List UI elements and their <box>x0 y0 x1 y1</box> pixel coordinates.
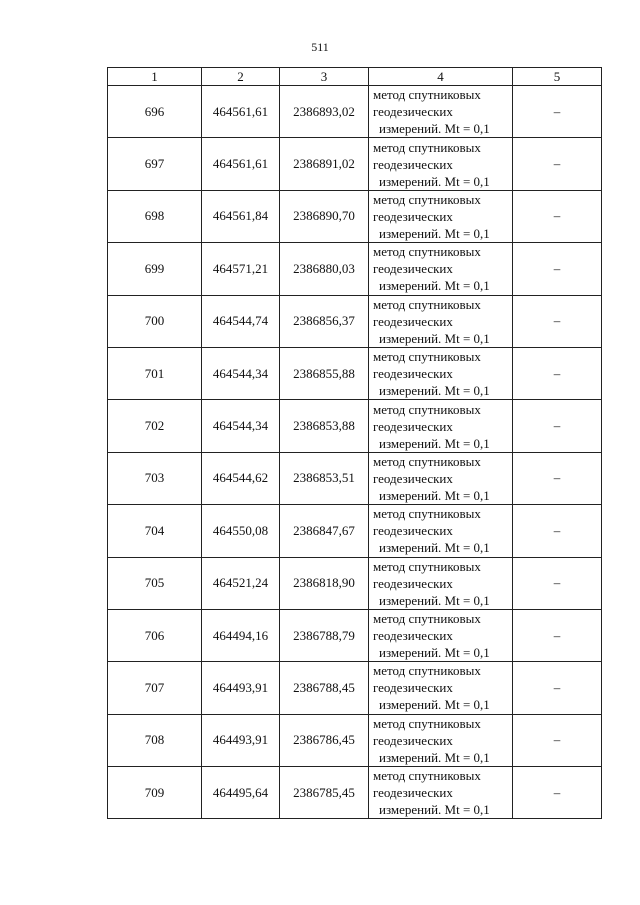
point-number: 704 <box>108 505 202 557</box>
note-cell: – <box>513 243 602 295</box>
note-cell: – <box>513 347 602 399</box>
coordinate-x: 464494,16 <box>202 609 280 661</box>
method-cell <box>369 347 513 399</box>
method-cell <box>369 662 513 714</box>
coordinate-x: 464561,84 <box>202 190 280 242</box>
method-line-1: метод спутниковых <box>373 244 481 260</box>
table-row <box>108 452 602 504</box>
method-line-1: метод спутниковых <box>373 506 481 522</box>
method-line-2: геодезических <box>373 156 453 172</box>
coordinate-y: 2386785,45 <box>280 767 369 819</box>
table-row <box>108 505 602 557</box>
page-number: 511 <box>311 40 329 54</box>
method-line-2: геодезических <box>373 732 453 748</box>
coordinate-y: 2386893,02 <box>280 86 369 138</box>
point-number: 697 <box>108 138 202 190</box>
table-row <box>108 243 602 295</box>
method-line-1: метод спутниковых <box>373 558 481 574</box>
method-line-1: метод спутниковых <box>373 611 481 627</box>
method-cell <box>369 767 513 819</box>
table-row <box>108 662 602 714</box>
method-line-2: геодезических <box>373 785 453 801</box>
coordinate-y: 2386853,51 <box>280 452 369 504</box>
method-line-3: измерений. Mt = 0,1 <box>379 435 490 451</box>
point-number: 703 <box>108 452 202 504</box>
column-header-4: 4 <box>369 68 513 86</box>
method-line-1: метод спутниковых <box>373 139 481 155</box>
method-line-3: измерений. Mt = 0,1 <box>379 645 490 661</box>
coordinate-y: 2386853,88 <box>280 400 369 452</box>
method-line-3: измерений. Mt = 0,1 <box>379 225 490 241</box>
method-line-1: метод спутниковых <box>373 87 481 103</box>
coordinate-y: 2386880,03 <box>280 243 369 295</box>
coordinate-y: 2386788,45 <box>280 662 369 714</box>
note-cell: – <box>513 662 602 714</box>
coordinate-x: 464521,24 <box>202 557 280 609</box>
point-number: 696 <box>108 86 202 138</box>
method-line-2: геодезических <box>373 366 453 382</box>
table-header-row <box>108 68 602 86</box>
point-number: 701 <box>108 347 202 399</box>
note-cell: – <box>513 609 602 661</box>
coordinate-x: 464544,62 <box>202 452 280 504</box>
point-number: 705 <box>108 557 202 609</box>
point-number: 709 <box>108 767 202 819</box>
method-line-3: измерений. Mt = 0,1 <box>379 173 490 189</box>
coordinate-x: 464495,64 <box>202 767 280 819</box>
coordinate-x: 464544,74 <box>202 295 280 347</box>
column-header-5: 5 <box>513 68 602 86</box>
column-header-2: 2 <box>202 68 280 86</box>
method-line-3: измерений. Mt = 0,1 <box>379 487 490 503</box>
coordinate-y: 2386890,70 <box>280 190 369 242</box>
method-cell <box>369 295 513 347</box>
method-line-2: геодезических <box>373 470 453 486</box>
note-cell: – <box>513 138 602 190</box>
method-cell <box>369 190 513 242</box>
method-line-3: измерений. Mt = 0,1 <box>379 121 490 137</box>
method-cell <box>369 452 513 504</box>
note-cell: – <box>513 400 602 452</box>
point-number: 708 <box>108 714 202 766</box>
method-cell <box>369 609 513 661</box>
column-header-1: 1 <box>108 68 202 86</box>
method-cell <box>369 557 513 609</box>
method-line-3: измерений. Mt = 0,1 <box>379 592 490 608</box>
method-line-1: метод спутниковых <box>373 715 481 731</box>
method-line-3: измерений. Mt = 0,1 <box>379 749 490 765</box>
method-line-1: метод спутниковых <box>373 768 481 784</box>
note-cell: – <box>513 557 602 609</box>
note-cell: – <box>513 86 602 138</box>
point-number: 698 <box>108 190 202 242</box>
table-row <box>108 347 602 399</box>
point-number: 700 <box>108 295 202 347</box>
coordinate-y: 2386856,37 <box>280 295 369 347</box>
method-cell <box>369 138 513 190</box>
method-line-1: метод спутниковых <box>373 349 481 365</box>
coordinate-y: 2386855,88 <box>280 347 369 399</box>
method-line-2: геодезических <box>373 680 453 696</box>
coordinate-x: 464561,61 <box>202 138 280 190</box>
method-line-3: измерений. Mt = 0,1 <box>379 540 490 556</box>
method-line-1: метод спутниковых <box>373 401 481 417</box>
note-cell: – <box>513 505 602 557</box>
method-line-3: измерений. Mt = 0,1 <box>379 383 490 399</box>
table-row <box>108 609 602 661</box>
coordinate-y: 2386847,67 <box>280 505 369 557</box>
coordinate-x: 464544,34 <box>202 347 280 399</box>
table-row <box>108 400 602 452</box>
method-line-3: измерений. Mt = 0,1 <box>379 278 490 294</box>
table-row <box>108 295 602 347</box>
point-number: 706 <box>108 609 202 661</box>
coordinate-x: 464493,91 <box>202 662 280 714</box>
method-cell <box>369 505 513 557</box>
method-line-1: метод спутниковых <box>373 191 481 207</box>
table-row <box>108 190 602 242</box>
coordinate-y: 2386818,90 <box>280 557 369 609</box>
method-line-1: метод спутниковых <box>373 663 481 679</box>
column-header-3: 3 <box>280 68 369 86</box>
method-cell <box>369 243 513 295</box>
note-cell: – <box>513 452 602 504</box>
method-cell <box>369 714 513 766</box>
note-cell: – <box>513 714 602 766</box>
coordinate-y: 2386786,45 <box>280 714 369 766</box>
note-cell: – <box>513 190 602 242</box>
method-line-2: геодезических <box>373 628 453 644</box>
table-row <box>108 138 602 190</box>
method-line-2: геодезических <box>373 418 453 434</box>
point-number: 699 <box>108 243 202 295</box>
method-line-1: метод спутниковых <box>373 453 481 469</box>
note-cell: – <box>513 767 602 819</box>
point-number: 702 <box>108 400 202 452</box>
coordinate-x: 464571,21 <box>202 243 280 295</box>
table-row <box>108 767 602 819</box>
method-line-2: геодезических <box>373 104 453 120</box>
coordinate-x: 464550,08 <box>202 505 280 557</box>
method-line-2: геодезических <box>373 523 453 539</box>
method-line-2: геодезических <box>373 208 453 224</box>
method-line-3: измерений. Mt = 0,1 <box>379 330 490 346</box>
coordinate-x: 464561,61 <box>202 86 280 138</box>
table-row <box>108 86 602 138</box>
table-row <box>108 714 602 766</box>
point-number: 707 <box>108 662 202 714</box>
method-line-1: метод спутниковых <box>373 296 481 312</box>
method-cell <box>369 86 513 138</box>
coordinate-x: 464493,91 <box>202 714 280 766</box>
table-row <box>108 557 602 609</box>
note-cell: – <box>513 295 602 347</box>
method-line-3: измерений. Mt = 0,1 <box>379 802 490 818</box>
method-line-2: геодезических <box>373 261 453 277</box>
method-line-2: геодезических <box>373 575 453 591</box>
coordinate-y: 2386891,02 <box>280 138 369 190</box>
method-line-2: геодезических <box>373 313 453 329</box>
coordinate-x: 464544,34 <box>202 400 280 452</box>
coordinate-y: 2386788,79 <box>280 609 369 661</box>
method-cell <box>369 400 513 452</box>
coordinates-table <box>107 67 602 819</box>
method-line-3: измерений. Mt = 0,1 <box>379 697 490 713</box>
